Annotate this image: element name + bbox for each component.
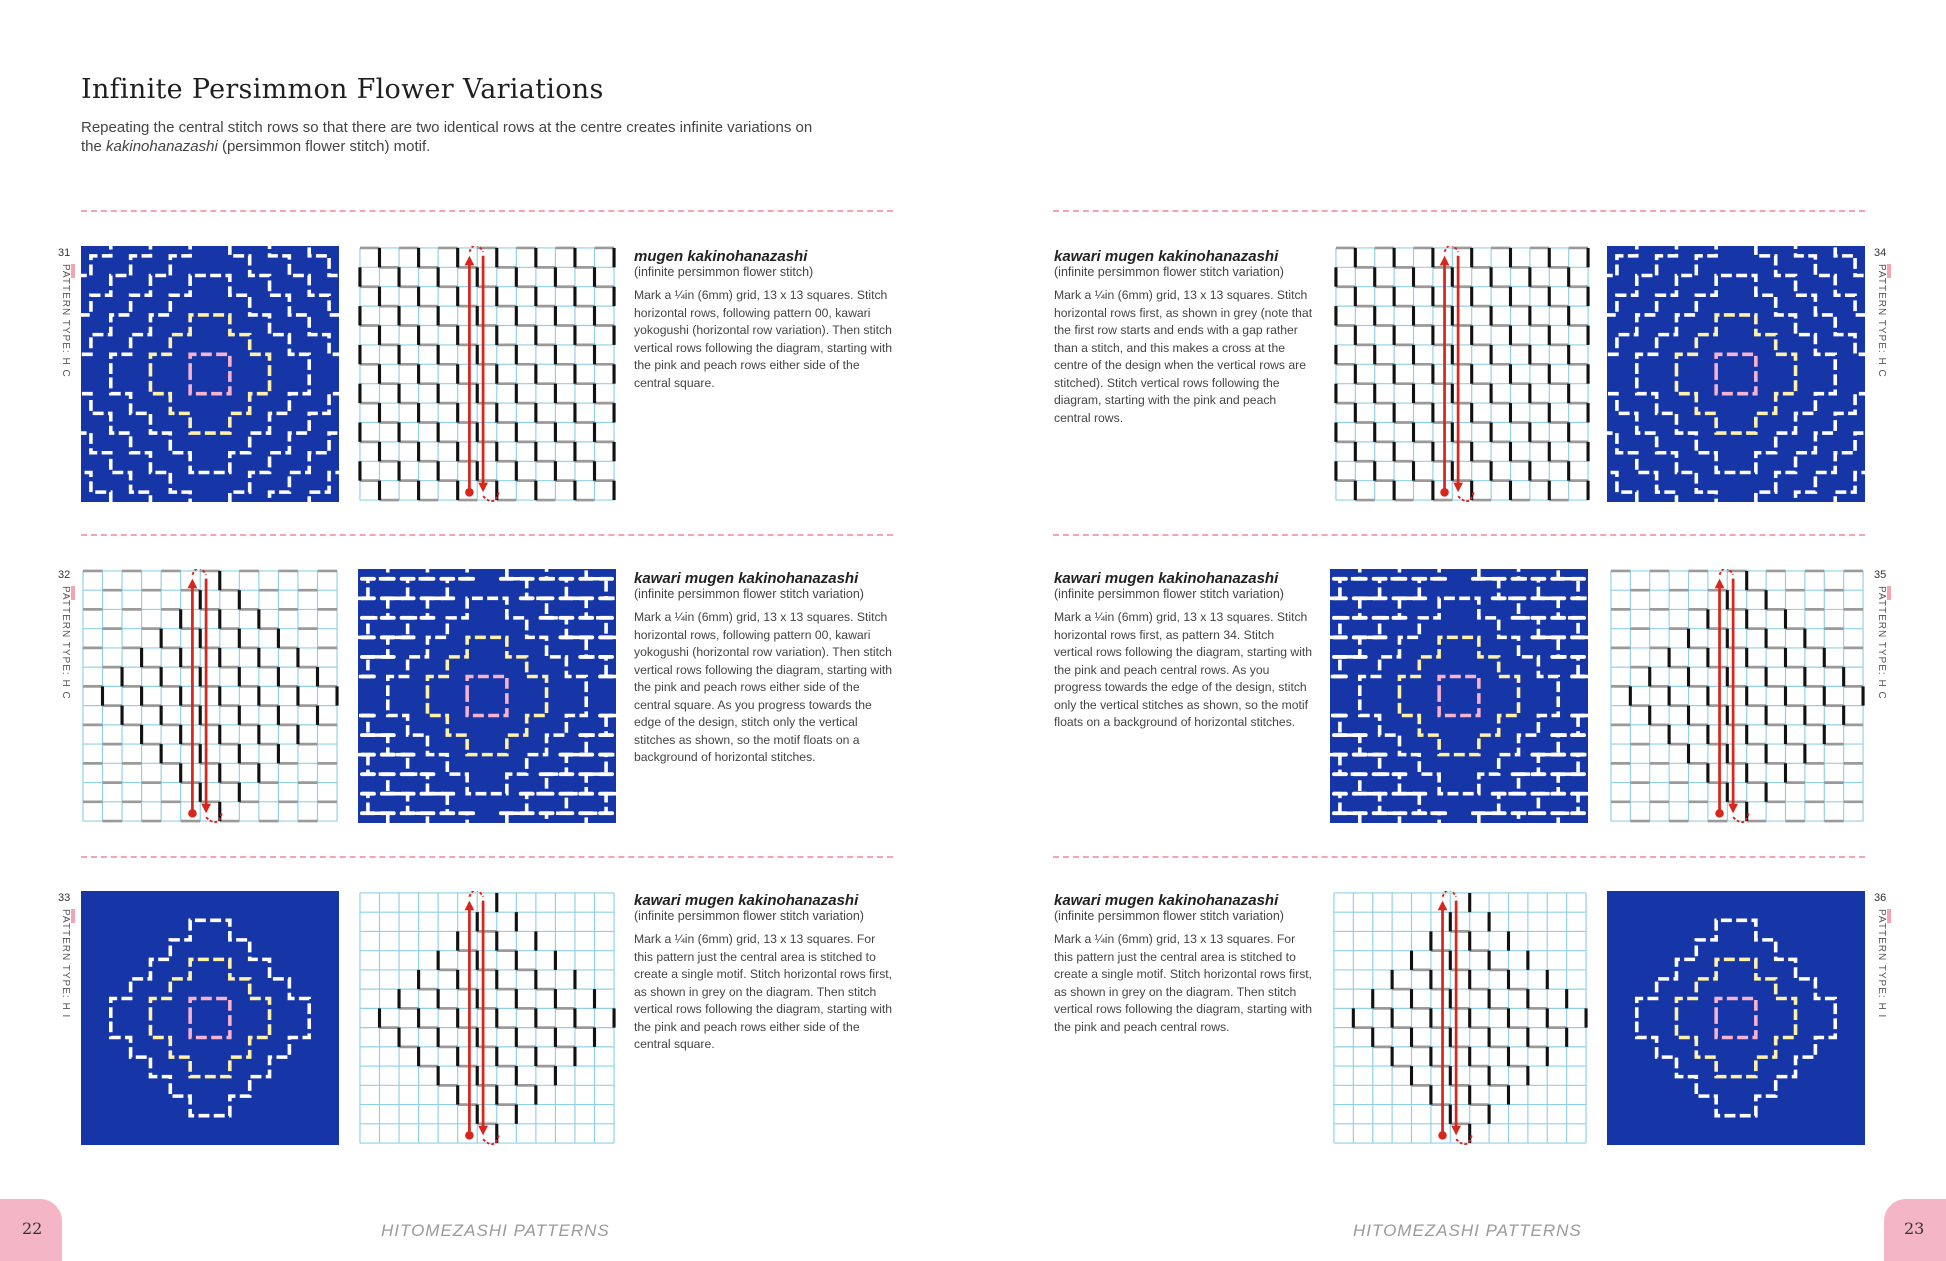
pattern-name: mugen kakinohanazashi: [634, 248, 808, 265]
pattern-name: kawari mugen kakinohanazashi: [634, 892, 859, 909]
pattern-number: 36: [1874, 892, 1887, 904]
stitch-diagram: [358, 891, 616, 1145]
intro-emphasis: kakinohanazashi: [106, 138, 218, 155]
stitched-sample-photo: [81, 246, 339, 502]
pattern-number: 32: [58, 569, 71, 581]
stitched-sample-photo: [1330, 569, 1588, 823]
pattern-type-label: PATTERN TYPE: H C: [1876, 264, 1891, 378]
pattern-type-label: PATTERN TYPE: H I: [1876, 909, 1891, 1018]
divider: [81, 534, 893, 536]
stitch-diagram: [1609, 569, 1865, 823]
pattern-name: kawari mugen kakinohanazashi: [1054, 892, 1279, 909]
pattern-description: [1054, 892, 1316, 1036]
stitched-sample-photo: [1607, 891, 1865, 1145]
pattern-subtitle: (infinite persimmon flower stitch variation): [1054, 909, 1284, 923]
stitch-diagram: [358, 246, 616, 502]
running-footer-right: HITOMEZASHI PATTERNS: [1353, 1221, 1582, 1240]
pattern-description: [634, 248, 896, 392]
pattern-type-label: PATTERN TYPE: H C: [60, 586, 75, 700]
pattern-instructions: Mark a ¼in (6mm) grid, 13 x 13 squares. Stitch horizontal rows, following pattern 00, kawari yokogushi (horizontal row variation). Then stitch vertical rows following the diagram, starting with the pink and peach rows either side of the central square.: [634, 288, 893, 390]
pattern-description: [634, 570, 896, 767]
divider: [81, 210, 893, 212]
running-footer-left: HITOMEZASHI PATTERNS: [381, 1221, 610, 1240]
pattern-description: [1054, 248, 1316, 427]
page-number-left: 22: [22, 1219, 43, 1238]
pattern-description: [1054, 570, 1316, 732]
divider: [81, 856, 893, 858]
page-title: Infinite Persimmon Flower Variations: [81, 74, 604, 105]
pattern-number: 31: [58, 247, 71, 259]
stitch-diagram: [1334, 246, 1590, 502]
pattern-subtitle: (infinite persimmon flower stitch variation): [634, 587, 864, 601]
pattern-subtitle: (infinite persimmon flower stitch): [634, 265, 814, 279]
pattern-subtitle: (infinite persimmon flower stitch variation): [1054, 265, 1284, 279]
pattern-instructions: Mark a ¼in (6mm) grid, 13 x 13 squares. Stitch horizontal rows, following pattern 00, kawari yokogushi (horizontal row variation). Then stitch vertical rows following the diagram, starting with the pink and peach rows either side of the central square. As you progress towards the edge of the design, stitch only the vertical stitches as shown, so the motif floats on a background of horizontal stitches.: [634, 610, 893, 764]
stitched-sample-photo: [358, 569, 616, 823]
page-number-right: 23: [1904, 1219, 1925, 1238]
pattern-name: kawari mugen kakinohanazashi: [1054, 248, 1279, 265]
stitch-diagram: [1332, 891, 1588, 1145]
pattern-type-label: PATTERN TYPE: H C: [1876, 586, 1891, 700]
pattern-instructions: Mark a ¼in (6mm) grid, 13 x 13 squares. Stitch horizontal rows first, as shown in grey (note that the first row starts and ends with a gap rather than a stitch, and this makes a cross at the centre of the design when the vertical rows are stitched). Stitch vertical rows following the diagram, starting with the pink and peach central rows.: [1054, 288, 1313, 425]
divider: [1053, 856, 1865, 858]
pattern-subtitle: (infinite persimmon flower stitch variation): [634, 909, 864, 923]
stitched-sample-photo: [81, 891, 339, 1145]
divider: [1053, 210, 1865, 212]
pattern-instructions: Mark a ¼in (6mm) grid, 13 x 13 squares. For this pattern just the central area is stitched to create a single motif. Stitch horizontal rows first, as shown in grey on the diagram. Then stitch vertical rows following the diagram, starting with the pink and peach central rows.: [1054, 932, 1313, 1034]
pattern-description: [634, 892, 896, 1054]
pattern-number: 34: [1874, 247, 1887, 259]
pattern-name: kawari mugen kakinohanazashi: [1054, 570, 1279, 587]
pattern-name: kawari mugen kakinohanazashi: [634, 570, 859, 587]
intro-text: [81, 118, 901, 156]
pattern-subtitle: (infinite persimmon flower stitch variation): [1054, 587, 1284, 601]
pattern-instructions: Mark a ¼in (6mm) grid, 13 x 13 squares. For this pattern just the central area is stitched to create a single motif. Stitch horizontal rows first, as shown in grey on the diagram. Then stitch vertical rows following the diagram, starting with the pink and peach rows either side of the central square.: [634, 932, 893, 1051]
intro-line-1: Repeating the central stitch rows so that there are two identical rows at the centre creates infinite variations on: [81, 119, 813, 136]
pattern-number: 33: [58, 892, 71, 904]
pattern-type-label: PATTERN TYPE: H I: [60, 909, 75, 1018]
pattern-number: 35: [1874, 569, 1887, 581]
pattern-type-label: PATTERN TYPE: H C: [60, 264, 75, 378]
stitch-diagram: [81, 569, 339, 823]
intro-line-2: the kakinohanazashi (persimmon flower stitch) motif.: [81, 138, 431, 155]
pattern-instructions: Mark a ¼in (6mm) grid, 13 x 13 squares. Stitch horizontal rows first, as pattern 34. Stitch vertical rows following the diagram, starting with the pink and peach central rows. As you progress towards the edge of the design, stitch only the vertical stitches as shown, so the motif floats on a background of horizontal stitches.: [1054, 610, 1313, 729]
stitched-sample-photo: [1607, 246, 1865, 502]
divider: [1053, 534, 1865, 536]
